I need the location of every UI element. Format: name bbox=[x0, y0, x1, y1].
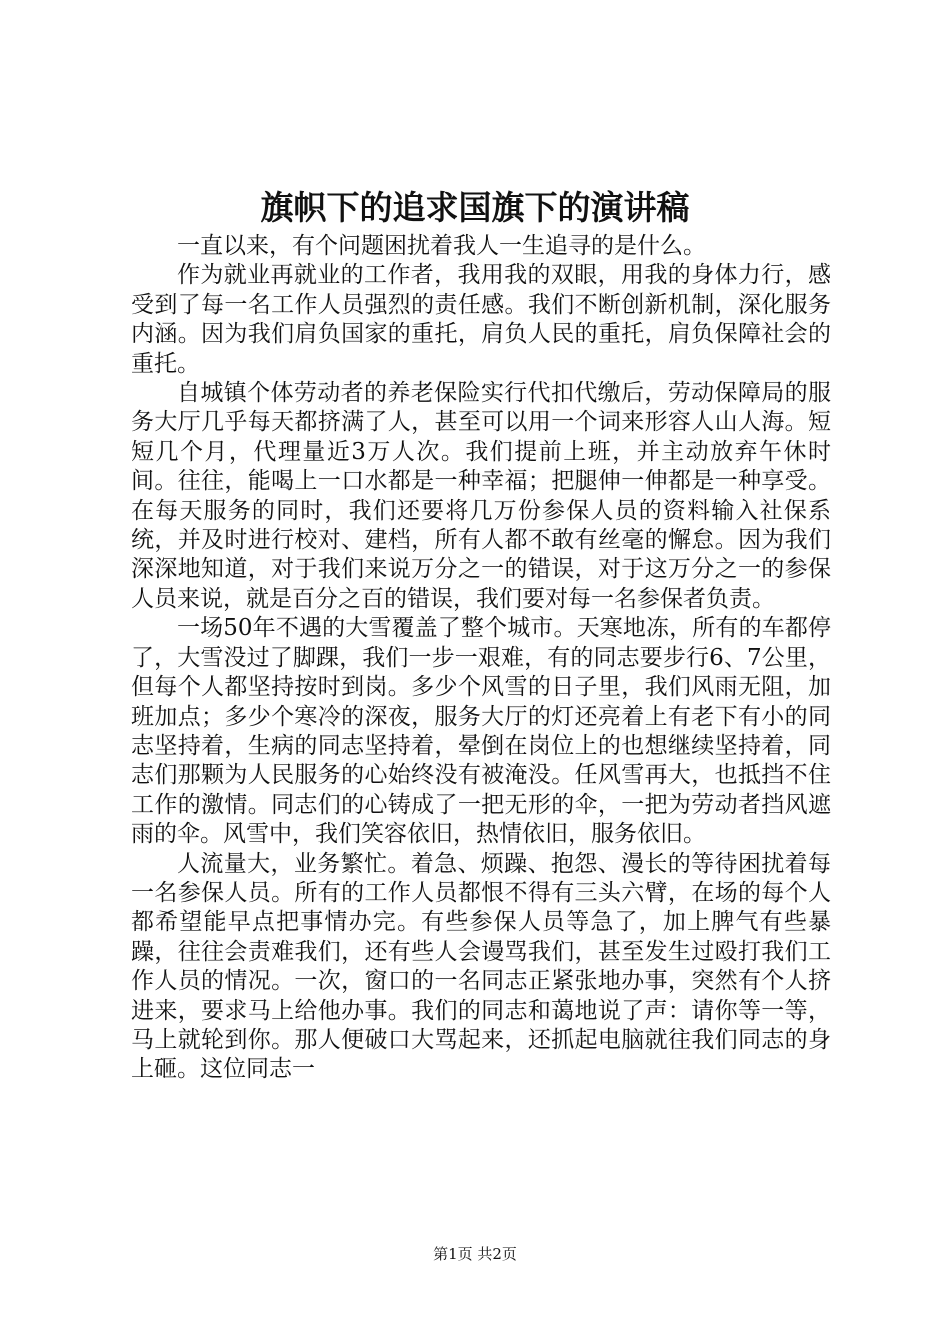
paragraph-2: 作为就业再就业的工作者，我用我的双眼，用我的身体力行，感受到了每一名工作人员强烈的责任感。我们不断创新机制，深化服务内涵。因为我们肩负国家的重托，肩负人民的重托，肩负保障社会的重托。 bbox=[131, 262, 831, 377]
paragraph-1: 一直以来，有个问题困扰着我人一生追寻的是什么。 bbox=[177, 233, 706, 259]
paragraph-4: 一场50年不遇的大雪覆盖了整个城市。天寒地冻，所有的车都停了，大雪没过了脚踝，我们一步一艰难，有的同志要步行6、7公里，但每个人都坚持按时到岗。多少个风雪的日子里，我们风雨无阻，加班加点；多少个寒冷的深夜，服务大厅的灯还亮着上有老下有小的同志坚持着，生病的同志坚持着，晕倒在岗位上的也想继续坚持着，同志们那颗为人民服务的心始终没有被淹没。任风雪再大，也抵挡不住工作的激情。同志们的心铸成了一把无形的伞，一把为劳动者挡风遮雨的伞。风雪中，我们笑容依旧，热情依旧，服务依旧。 bbox=[131, 615, 831, 848]
paragraph-5: 人流量大，业务繁忙。着急、烦躁、抱怨、漫长的等待困扰着每一名参保人员。所有的工作人员都恨不得有三头六臂，在场的每个人都希望能早点把事情办完。有些参保人员等急了，加上脾气有些暴躁，往往会责难我们，还有些人会谩骂我们，甚至发生过殴打我们工作人员的情况。一次，窗口的一名同志正紧张地办事，突然有个人挤进来，要求马上给他办事。我们的同志和蔼地说了声：请你等一等，马上就轮到你。那人便破口大骂起来，还抓起电脑就往我们同志的身上砸。这位同志一 bbox=[131, 850, 831, 1083]
document-title: 旗帜下的追求国旗下的演讲稿 bbox=[260, 188, 690, 227]
document-body bbox=[131, 232, 831, 1085]
paragraph-3: 自城镇个体劳动者的养老保险实行代扣代缴后，劳动保障局的服务大厅几乎每天都挤满了人，甚至可以用一个词来形容人山人海。短短几个月，代理量近3万人次。我们提前上班，并主动放弃午休时间。往往，能喝上一口水都是一种幸福；把腿伸一伸都是一种享受。在每天服务的同时，我们还要将几万份参保人员的资料输入社保系统，并及时进行校对、建档，所有人都不敢有丝毫的懈怠。因为我们深深地知道，对于我们来说万分之一的错误，对于这万分之一的参保人员来说，就是百分之百的错误，我们要对每一名参保者负责。 bbox=[131, 380, 831, 612]
page-number-footer: 第1页 共2页 bbox=[433, 1245, 517, 1263]
